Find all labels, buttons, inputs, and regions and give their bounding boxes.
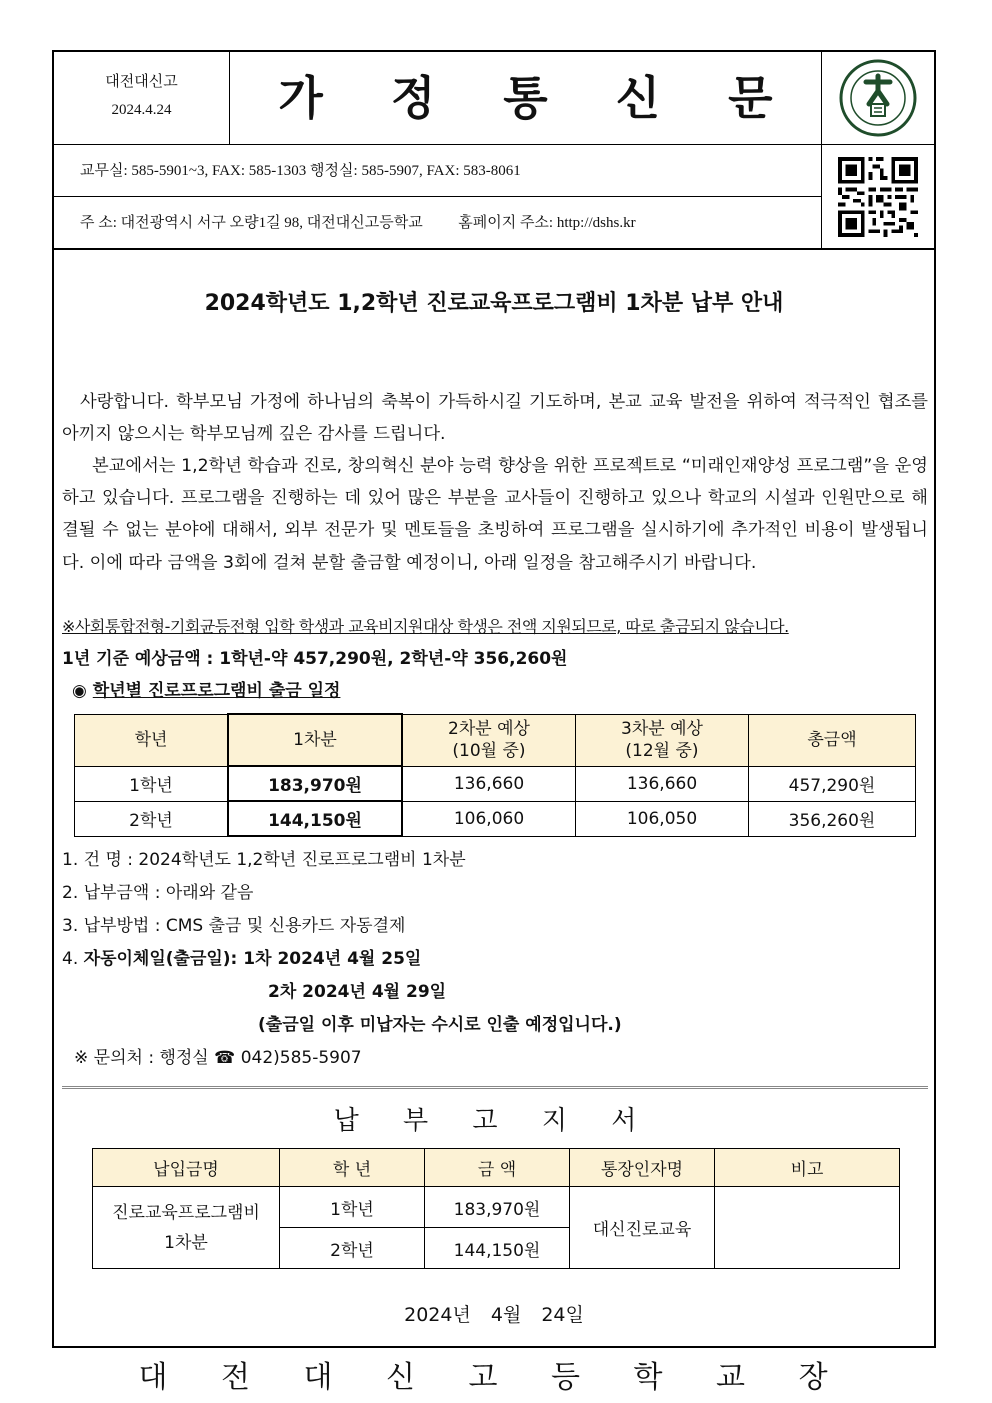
grade-cell: 1학년 (75, 766, 229, 801)
letterhead (54, 52, 934, 250)
col-second (402, 714, 576, 766)
page-title: 가 정 통 신 문 (230, 52, 822, 144)
grade-cell: 2학년 (75, 801, 229, 836)
col-total: 총금액 (749, 714, 916, 766)
debit-date-second: 2차 2024년 4월 29일 (268, 982, 447, 1002)
debit-date-first: 자동이체일(출금일): 1차 2024년 4월 25일 (83, 949, 422, 969)
school-name: 대전대신고 (105, 74, 178, 90)
grade-cell: 1학년 (280, 1187, 425, 1228)
schedule-label: 학년별 진로프로그램비 출금 일정 (92, 681, 341, 701)
exemption-note: ※사회통합전형-기회균등전형 입학 학생과 교육비지원대상 학생은 전액 지원되므로, 따로 출금되지 않습니다. (62, 617, 789, 636)
total-amount-cell: 356,260원 (749, 801, 916, 836)
second-amount-cell: 106,060 (402, 801, 576, 836)
qr-code-icon[interactable] (822, 144, 934, 248)
item-name-line2: 1차분 (164, 1232, 208, 1253)
third-amount-cell: 106,050 (576, 801, 749, 836)
issue-date: 2024.4.24 (111, 102, 172, 118)
table-row (75, 801, 916, 836)
table-header-row (93, 1149, 900, 1187)
principal-signature: 대 전 대 신 고 등 학 교 장 (138, 1360, 850, 1395)
divider (62, 1086, 928, 1095)
col-third (576, 714, 749, 766)
item-method: 3. 납부방법 : CMS 출금 및 신용카드 자동결제 (62, 916, 406, 936)
item-subject: 1. 건 명 : 2024학년도 1,2학년 진로프로그램비 1차분 (62, 850, 466, 870)
item-debit-date (62, 943, 622, 976)
program-paragraph: 본교에서는 1,2학년 학습과 진로, 창의혁신 분야 능력 향상을 위한 프로젝트로 “미래인재양성 프로그램”을 운영하고 있습니다. 프로그램을 진행하는 데 있어 많은 부분을 교사들이 진행하고 있으나 학교의 시설과 인원만으로 해결될 수 없는 분야에 대해서, 외부 전문가 및 멘토들을 초빙하여 프로그램을 실시하기에 추가적인 비용이 발생됩니다. 이에 따라 금액을 3회에 걸쳐 분할 출금할 예정이니, 아래 일정을 참고해주시기 바랍니다. (62, 456, 928, 573)
address-line (54, 196, 822, 248)
col-second-period: (10월 중) (452, 741, 526, 761)
table-header-row (75, 714, 916, 766)
annual-estimate: 1년 기준 예상금액 : 1학년-약 457,290원, 2학년-약 356,260원 (62, 649, 568, 669)
col-second-label: 2차분 예상 (448, 719, 530, 739)
second-amount-cell: 136,660 (402, 766, 576, 801)
col-third-label: 3차분 예상 (621, 719, 703, 739)
school-info (54, 52, 230, 144)
amount-cell: 144,150원 (425, 1228, 570, 1269)
col-remark: 비고 (715, 1149, 900, 1187)
remark-cell (715, 1187, 900, 1269)
schedule-table (74, 713, 916, 837)
table-row (75, 766, 916, 801)
bullet-icon: ◉ (72, 681, 87, 701)
col-amount: 금 액 (425, 1149, 570, 1187)
greeting-paragraph: 사랑합니다. 학부모님 가정에 하나님의 축복이 가득하시길 기도하며, 본교 교육 발전을 위하여 적극적인 협조를 아끼지 않으시는 학부모님께 깊은 감사를 드립니다. (62, 392, 928, 445)
debit-note: (출금일 이후 미납자는 수시로 인출 예정입니다.) (258, 1015, 622, 1035)
payment-notice-table (92, 1148, 900, 1269)
col-item-name: 납입금명 (93, 1149, 280, 1187)
third-amount-cell: 136,660 (576, 766, 749, 801)
col-grade: 학 년 (280, 1149, 425, 1187)
address-label: 주 소: (80, 215, 117, 231)
schedule-heading (72, 676, 340, 701)
first-amount-cell: 183,970원 (228, 766, 402, 801)
first-amount-cell: 144,150원 (228, 801, 402, 836)
document-page (52, 50, 936, 1395)
payment-details (62, 844, 622, 1075)
total-amount-cell: 457,290원 (749, 766, 916, 801)
homepage-label: 홈페이지 주소: (458, 215, 554, 231)
address: 대전광역시 서구 오량1길 98, 대전대신고등학교 (120, 215, 423, 231)
item-amount: 2. 납부금액 : 아래와 같음 (62, 883, 254, 903)
account-name-cell: 대신진로교육 (570, 1187, 715, 1269)
contact-info: ※ 문의처 : 행정실 ☎ 042)585-5907 (74, 1048, 362, 1068)
col-grade: 학년 (75, 714, 229, 766)
col-account-name: 통장인자명 (570, 1149, 715, 1187)
issue-date-footer: 2024년 4월 24일 (404, 1304, 584, 1326)
notice-title: 납 부 고 지 서 (333, 1106, 655, 1136)
item-number: 4. (62, 949, 79, 969)
homepage-link[interactable]: http://dshs.kr (556, 215, 636, 231)
item-name-cell (93, 1187, 280, 1269)
col-first: 1차분 (228, 714, 402, 766)
table-row (93, 1187, 900, 1228)
school-emblem-icon (822, 52, 934, 144)
amount-cell: 183,970원 (425, 1187, 570, 1228)
grade-cell: 2학년 (280, 1228, 425, 1269)
contact-line: 교무실: 585-5901~3, FAX: 585-1303 행정실: 585-5907, FAX: 583-8061 (54, 144, 822, 196)
col-third-period: (12월 중) (625, 741, 699, 761)
document-title: 2024학년도 1,2학년 진로교육프로그램비 1차분 납부 안내 (204, 291, 784, 316)
item-name-line1: 진로교육프로그램비 (112, 1202, 260, 1223)
